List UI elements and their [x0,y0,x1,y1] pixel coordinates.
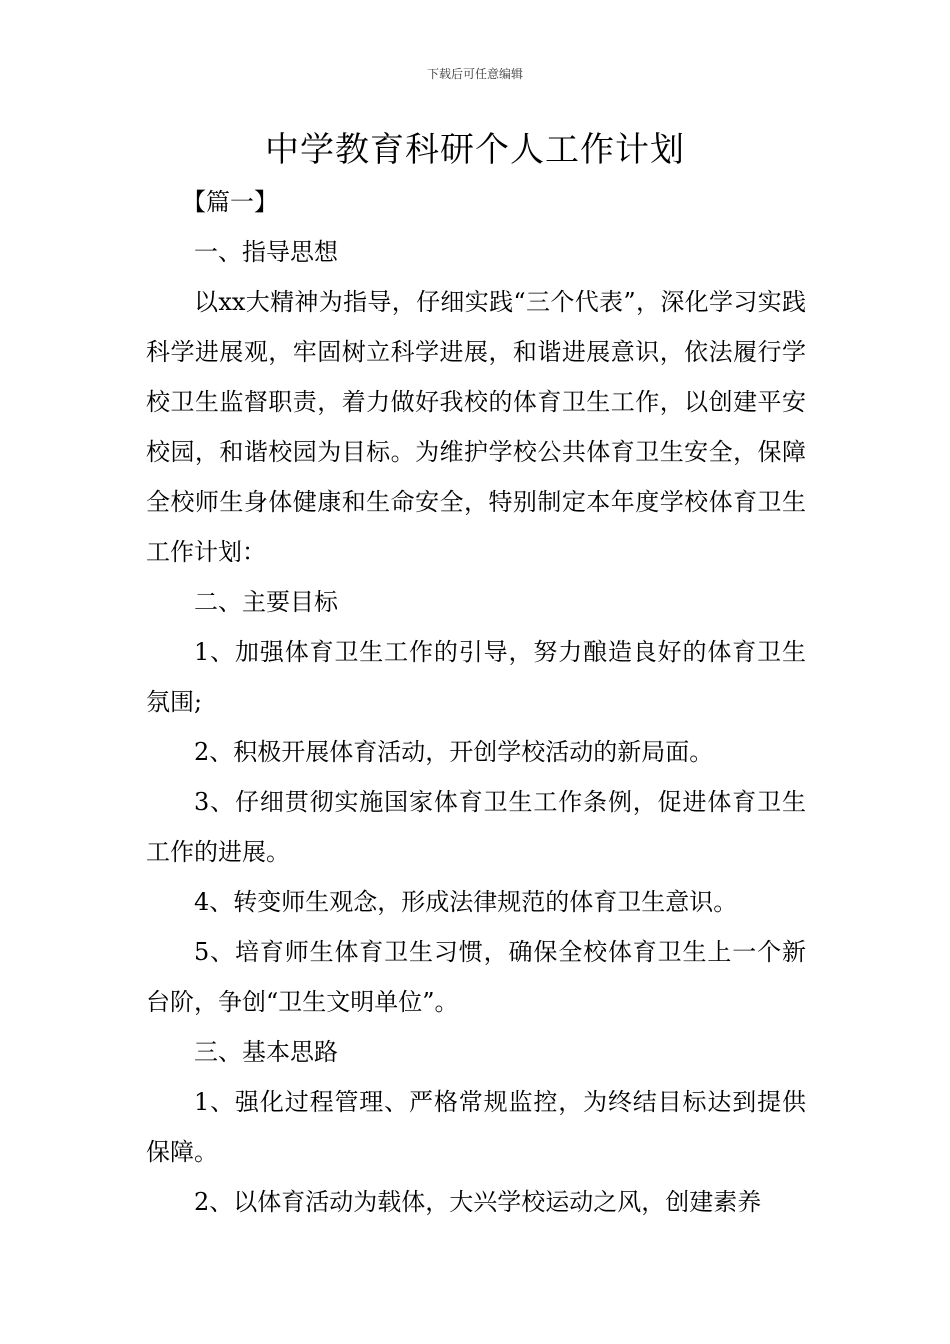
goal-item-5: 5、培育师生体育卫生习惯，确保全校体育卫生上一个新台阶，争创“卫生文明单位”。 [146,938,806,1016]
heading-main-goals: 二、主要目标 [194,588,338,616]
goal-item-4: 4、转变师生观念，形成法律规范的体育卫生意识。 [194,888,738,916]
paragraph-guiding-ideology: 以xx大精神为指导，仔细实践“三个代表”，深化学习实践科学进展观，牢固树立科学进展，和谐进展意识，依法履行学校卫生监督职责，着力做好我校的体育卫生工作，以创建平安校园，和谐校园为目标。为维护学校公共体育卫生安全，保障全校师生身体健康和生命安全，特别制定本年度学校体育卫生工作计划： [146,288,806,566]
approach-item-2: 2、以体育活动为载体，大兴学校运动之风，创建素养 [194,1188,762,1216]
heading-basic-approach: 三、基本思路 [194,1038,338,1066]
document-title: 中学教育科研个人工作计划 [265,130,685,170]
header-note: 下载后可任意编辑 [426,67,523,81]
heading-guiding-ideology: 一、指导思想 [194,238,338,266]
approach-item-1: 1、强化过程管理、严格常规监控，为终结目标达到提供保障。 [146,1088,806,1166]
goal-item-1: 1、加强体育卫生工作的引导，努力酿造良好的体育卫生氛围; [146,638,806,716]
section-tag: 【篇一】 [182,188,278,216]
goal-item-2: 2、积极开展体育活动，开创学校活动的新局面。 [194,738,714,766]
document-body [146,177,806,1227]
goal-item-3: 3、仔细贯彻实施国家体育卫生工作条例，促进体育卫生工作的进展。 [146,788,806,866]
